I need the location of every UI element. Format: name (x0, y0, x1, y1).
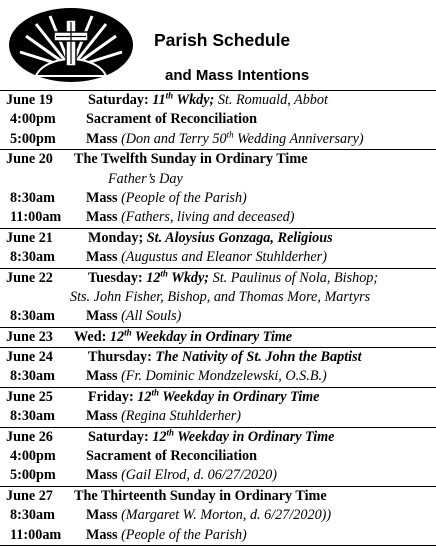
description-text: (All Souls) (121, 308, 182, 325)
schedule-description (86, 506, 331, 525)
schedule-row (0, 387, 436, 407)
description-text: th (124, 326, 132, 337)
schedule-date: June 20 (6, 151, 53, 168)
schedule-description (86, 248, 327, 267)
schedule-time: 5:00pm (10, 467, 56, 484)
schedule-row (0, 407, 436, 426)
description-text: Mass (86, 189, 122, 206)
schedule-description (86, 466, 277, 485)
description-text: th (160, 267, 168, 278)
schedule-description (86, 110, 257, 129)
description-text: 12 (137, 388, 152, 405)
schedule-description (88, 269, 378, 288)
description-text: Tuesday: (88, 269, 147, 286)
schedule-description (86, 208, 294, 227)
schedule-row (0, 288, 436, 307)
description-text: Mass (86, 408, 122, 425)
schedule-time: 8:30am (10, 189, 55, 206)
schedule-row (0, 170, 436, 189)
description-text: th (166, 426, 174, 437)
description-text: Weekday in Ordinary Time (173, 428, 335, 445)
schedule-row (0, 327, 436, 347)
page-title: Parish Schedule (154, 30, 291, 50)
schedule-description (74, 487, 327, 506)
description-text: (Gail Elrod, d. 06/27/2020) (121, 467, 278, 484)
header (0, 0, 436, 90)
description-text: th (151, 387, 159, 398)
schedule-row (0, 208, 436, 227)
schedule-date: June 26 (6, 428, 53, 445)
schedule-time: 4:00pm (10, 111, 56, 128)
schedule-row (0, 427, 436, 447)
description-text: Mass (86, 130, 122, 147)
description-text: The Nativity of St. John the Baptist (155, 349, 362, 366)
description-text: Wedding Anniversary) (233, 130, 364, 147)
description-text: Mass (86, 467, 122, 484)
schedule-description (86, 189, 247, 208)
schedule-row (0, 447, 436, 466)
description-text: Saturday: (88, 428, 153, 445)
description-text: Weekday in Ordinary Time (158, 388, 320, 405)
schedule-date: June 21 (6, 229, 53, 246)
schedule-description (88, 348, 362, 367)
page-subtitle: and Mass Intentions (165, 67, 310, 84)
schedule-date: June 24 (6, 349, 53, 366)
description-text: 11 (152, 92, 166, 108)
description-text: 12 (146, 269, 161, 286)
description-text: Mass (86, 308, 122, 325)
description-text: th (226, 129, 234, 140)
schedule-date: June 19 (6, 92, 53, 108)
schedule-description (88, 91, 328, 110)
schedule-description (88, 428, 334, 447)
schedule-date: June 25 (6, 388, 53, 405)
schedule-description (86, 526, 247, 545)
description-text: (Augustus and Eleanor Stuhlderher) (121, 249, 327, 266)
description-text: (People of the Parish) (121, 526, 247, 543)
description-text: 12 (152, 428, 167, 445)
description-text: Sacrament of Reconciliation (86, 448, 258, 465)
schedule-row (0, 466, 436, 485)
description-text: Saturday: (88, 92, 153, 108)
schedule-row (0, 526, 436, 545)
description-text: Wkdy; (167, 269, 213, 286)
description-text: Sts. John Fisher, Bishop, and Thomas More, Martyrs (70, 288, 371, 305)
description-text: Friday: (88, 388, 138, 405)
schedule-list (0, 90, 436, 546)
schedule-row (0, 110, 436, 129)
schedule-row (0, 506, 436, 525)
description-text: Mass (86, 249, 122, 266)
description-text: Mass (86, 507, 122, 524)
schedule-time: 8:30am (10, 368, 55, 385)
schedule-row (0, 367, 436, 386)
description-text: Monday; (88, 229, 147, 246)
schedule-row (0, 268, 436, 288)
schedule-description (74, 150, 308, 169)
description-text: Wed: (74, 328, 110, 345)
schedule-row (0, 307, 436, 326)
description-text: The Twelfth Sunday in Ordinary Time (74, 151, 308, 168)
description-text: (Margaret W. Morton, d. 6/27/2020)) (121, 507, 332, 524)
schedule-time: 11:00am (10, 526, 62, 543)
schedule-description (74, 328, 292, 347)
description-text: th (165, 90, 174, 101)
schedule-description (86, 130, 364, 149)
description-text: Mass (86, 209, 122, 226)
description-text: (Fathers, living and deceased) (121, 209, 295, 226)
description-text: Thursday: (88, 349, 156, 366)
cross-sunrise-logo-icon (6, 6, 136, 84)
description-text: (Don and Terry 50 (121, 130, 227, 147)
description-text: (Regina Stuhlderher) (121, 408, 241, 425)
schedule-row (0, 189, 436, 208)
schedule-time: 8:30am (10, 308, 55, 325)
description-text: St. Romuald, Abbot (217, 92, 328, 108)
schedule-description (88, 388, 319, 407)
schedule-description (86, 447, 257, 466)
schedule-description (86, 367, 327, 386)
description-text: Wkdy; (173, 92, 218, 108)
schedule-time: 8:30am (10, 408, 55, 425)
schedule-row (0, 347, 436, 367)
schedule-time: 4:00pm (10, 448, 56, 465)
schedule-description (86, 407, 241, 426)
description-text: (People of the Parish) (121, 189, 247, 206)
description-text: Father’s Day (108, 170, 183, 187)
schedule-date: June 27 (6, 487, 53, 504)
description-text: 12 (109, 328, 125, 345)
schedule-description (88, 229, 333, 248)
description-text: Sacrament of Reconciliation (86, 111, 258, 128)
schedule-date: June 23 (6, 328, 53, 345)
description-text: Mass (86, 368, 122, 385)
schedule-time: 8:30am (10, 249, 55, 266)
schedule-description (70, 288, 370, 307)
schedule-row (0, 248, 436, 267)
schedule-row (0, 90, 436, 110)
schedule-row (0, 228, 436, 248)
schedule-time: 11:00am (10, 209, 62, 226)
schedule-time: 8:30am (10, 507, 55, 524)
description-text: The Thirteenth Sunday in Ordinary Time (74, 487, 327, 504)
schedule-date: June 22 (6, 269, 53, 286)
schedule-row (0, 486, 436, 506)
schedule-description (86, 307, 181, 326)
schedule-row (0, 130, 436, 149)
description-text: (Fr. Dominic Mondzelewski, O.S.B.) (121, 368, 327, 385)
schedule-description (108, 170, 183, 189)
schedule-row (0, 149, 436, 169)
description-text: St. Aloysius Gonzaga, Religious (146, 229, 333, 246)
description-text: St. Paulinus of Nola, Bishop; (212, 269, 379, 286)
description-text: Weekday in Ordinary Time (131, 328, 293, 345)
schedule-time: 5:00pm (10, 130, 56, 147)
description-text: Mass (86, 526, 122, 543)
